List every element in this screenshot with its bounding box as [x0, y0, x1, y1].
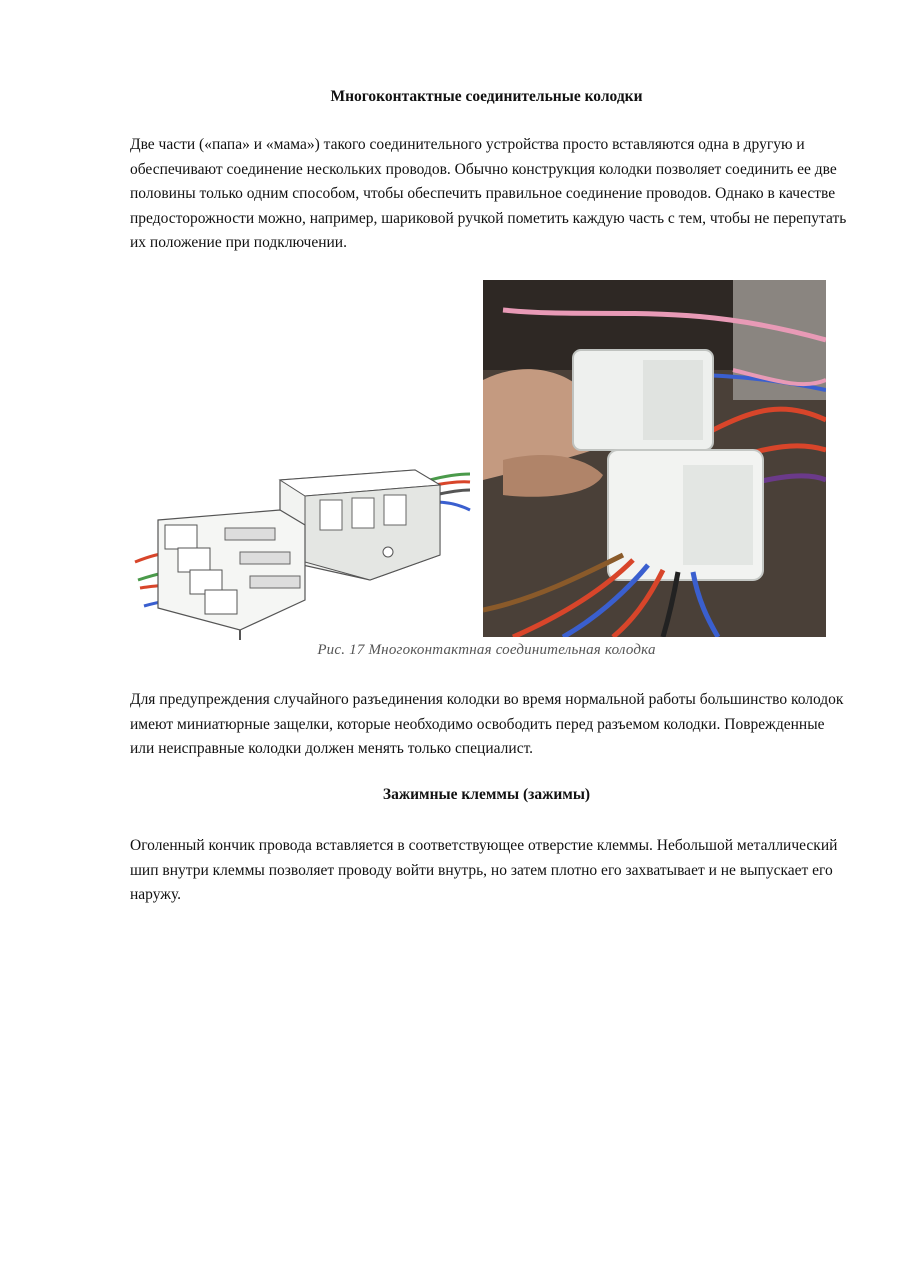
paragraph-intro: Две части («папа» и «мама») такого соединительного устройства просто вставляются одна в другую и обеспечивают соединение нескольких проводов. Обычно конструкция колодки позволяет соединить ее две половины только одним способом, чтобы обеспечить правильное соединение проводов. Однако в качестве предосторожности можно, например, шариковой ручкой пометить каждую часть с тем, чтобы не перепутать их положение при подключении.: [130, 136, 847, 251]
connector-photo: [483, 280, 826, 637]
section-subheading: Зажимные клеммы (зажимы): [382, 786, 591, 803]
paragraph-latches: Для предупреждения случайного разъединения колодки во время нормальной работы большинство колодок имеют миниатюрные защелки, которые необходимо освободить перед разъемом колодки. Поврежденные или неисправные колодки должен менять только специалист.: [130, 691, 844, 757]
connector-illustration: [130, 440, 475, 640]
paragraph-clamps: Оголенный кончик провода вставляется в соответствующее отверстие клеммы. Небольшой металлический шип внутри клеммы позволяет проводу войти внутрь, но затем плотно его захватывает и не выпускает его наружу.: [130, 837, 838, 903]
figure-caption: Рис. 17 Многоконтактная соединительная колодка: [317, 642, 656, 658]
page-title: Многоконтактные соединительные колодки: [330, 88, 643, 105]
